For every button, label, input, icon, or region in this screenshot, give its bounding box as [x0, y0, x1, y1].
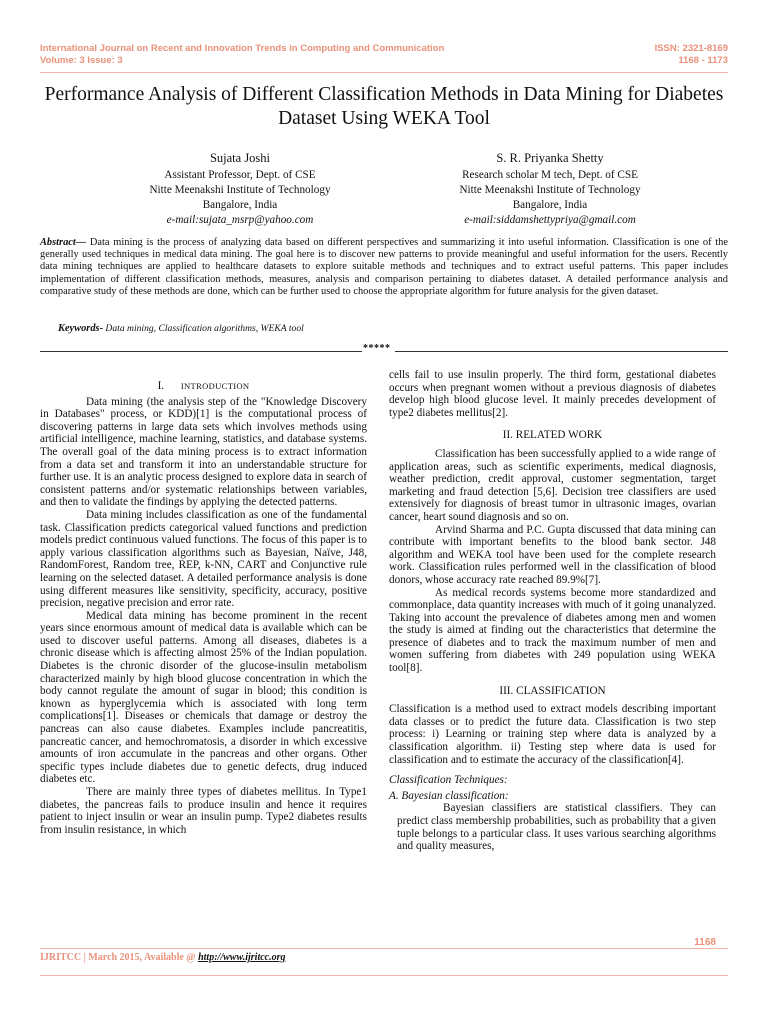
author-name: Sujata Joshi	[209, 151, 271, 165]
right-column	[389, 369, 716, 853]
footer-text	[40, 952, 286, 963]
paragraph: Data mining (the analysis step of the "Knowledge Discovery in Databases" process, or KDD)[1] is the computational process of discovering patterns in large data sets which involves methods using artificial intelligence, machine learning, statistics, and database systems. The overall goal of the data mining process is to extract information from a data set and transform it into an understandable structure for further use. It is an analytic process designed to explore data in search of consistent patterns and/or systematic relationships between variables, and then to validate the findings by applying the detected patterns.	[40, 395, 367, 509]
footer-divider	[40, 948, 728, 949]
author-institute: Nitte Meenakshi Institute of Technology	[459, 184, 641, 196]
separator-stars: *****	[363, 343, 391, 354]
journal-header	[40, 43, 444, 67]
paper-title: Performance Analysis of Different Classification Methods in Data Mining for Diabetes Dataset Using WEKA Tool	[44, 84, 724, 129]
issn-header	[655, 43, 728, 67]
author-email: e-mail:siddamshettypriya@gmail.com	[464, 214, 636, 226]
author-city: Bangalore, India	[202, 199, 278, 211]
author-position: Research scholar M tech, Dept. of CSE	[462, 169, 638, 181]
journal-volume: Volume: 3 Issue: 3	[40, 55, 123, 66]
footer-bottom-divider	[40, 975, 728, 976]
author-1	[90, 149, 390, 228]
abstract	[40, 237, 728, 298]
abstract-text: Data mining is the process of analyzing data based on different perspectives and summarizing it into useful information. Classification is one of the generally used techniques in medical data mining. The goal here is to discover new patterns to provide meaningful and useful information for the users. Recently data mining techniques are applied to healthcare datasets to explore suitable methods and techniques and to extract useful patterns. This paper includes implementation of different classification methods, measures, analysis and comparison pertaining to diabetes dataset. A detailed performance analysis and comparative study of these methods are done, which can be further used to choose the appropriate algorithm for future analysis for the given dataset.	[40, 237, 728, 297]
footer-label: IJRITCC | March 2015, Available @	[40, 952, 199, 963]
separator-line-left	[40, 351, 362, 352]
keywords	[58, 322, 304, 335]
left-column	[40, 380, 367, 836]
author-city: Bangalore, India	[512, 199, 588, 211]
section-heading-introduction	[40, 380, 367, 393]
section-separator	[40, 341, 728, 355]
author-name: S. R. Priyanka Shetty	[496, 151, 604, 165]
paragraph: Bayesian classifiers are statistical classifiers. They can predict class membership probabilities, such as probability that a given tuple belongs to a particular class. It uses various searching algorithms and quality measures,	[397, 802, 716, 853]
paragraph: Classification has been successfully applied to a wide range of application areas, such as scientific experiments, medical diagnosis, weather prediction, credit approval, customer segmentation, target marketing and fraud detection [5,6]. Decision tree classifiers are used extensively for diagnosis of breast tumor in ultrasonic images, ovarian cancer, heart sound diagnosis and so on.	[389, 447, 716, 523]
author-email: e-mail:sujata_msrp@yahoo.com	[166, 214, 314, 226]
header-divider	[40, 72, 728, 73]
separator-line-right	[395, 351, 728, 352]
author-2	[400, 149, 700, 228]
subheading-bayesian: A. Bayesian classification:	[389, 789, 509, 802]
author-institute: Nitte Meenakshi Institute of Technology	[149, 184, 331, 196]
journal-link[interactable]: http://www.ijritcc.org	[198, 952, 286, 963]
paragraph: Data mining includes classification as one of the fundamental task. Classification predicts categorical valued functions and prediction models predict continuous valued functions. The focus of this paper is to apply various classification algorithms such as Bayesian, Naïve, J48, RandomForest, Random tree, REP, k-NN, CART and Conjunctive rule learning on the selected dataset. A detailed performance analysis is done using different measures like sensitivity, specificity, accuracy, positive precision, negative precision and error rate.	[40, 508, 367, 610]
journal-name: International Journal on Recent and Innovation Trends in Computing and Communication	[40, 43, 445, 54]
paragraph: cells fail to use insulin properly. The third form, gestational diabetes occurs when pregnant women without a previous diagnosis of diabetes develop high blood glucose level. It mainly precedes development of type2 diabetes mellitus[2].	[389, 369, 716, 419]
page-number: 1168	[694, 937, 716, 948]
subheading-techniques: Classification Techniques:	[389, 774, 508, 787]
paragraph: Arvind Sharma and P.C. Gupta discussed that data mining can contribute with important benefits to the blood bank sector. J48 algorithm and WEKA tool have been used for the complete research work. Classification rules performed well in the classification of blood donors, whose accuracy rate reached 89.9%[7].	[389, 523, 716, 586]
keywords-label: Keywords-	[58, 323, 104, 334]
keywords-text: Data mining, Classification algorithms, WEKA tool	[103, 323, 304, 334]
paragraph: Medical data mining has become prominent in the recent years since enormous amount of medical data is available which can be used to discover useful patterns. Among all diseases, diabetes is a chronic disease which is affecting almost 25% of the Indian population. Diabetes is the chronic disorder of the glucose-insulin metabolism characterized mainly by high blood glucose concentration in which the body cannot regulate the amount of sugar in blood; this condition is known as hyperglycemia which is associated with long term complications[1]. Diseases or chemicals that damage or destroy the pancreas can also cause diabetes. Examples include pancreatitis, pancreatic cancer, and hemochromatosis, a disorder in which excessive amounts of iron accumulate in the pancreas and other organs. Other specific types include diabetes due to genetic defects, drug induced diabetes etc.	[40, 609, 367, 786]
issn: ISSN: 2321-8169	[654, 43, 728, 54]
section-heading-classification: III. CLASSIFICATION	[499, 684, 606, 697]
page-range: 1168 - 1173	[678, 55, 728, 66]
paragraph: There are mainly three types of diabetes mellitus. In Type1 diabetes, the pancreas fails to produce insulin and hence it requires patient to inject insulin or wear an insulin pump. Type2 diabetes results from insulin resistance, in which	[40, 786, 367, 836]
paragraph: Classification is a method used to extract models describing important data classes or to predict the future data. Classification is two step process: i) Learning or training step where data is analyzed by a classification algorithm. ii) Testing step where data is used for classification and to estimate the accuracy of the classification[4].	[389, 703, 716, 766]
section-number: I.	[157, 380, 165, 392]
paragraph: As medical records systems become more standardized and commonplace, data quantity increases with much of it going unanalyzed. Taking into account the prevalence of diabetes among men and women the study is aimed at finding out the characteristics that determine the presence of diabetes and to track the maximum number of men and women suffering from diabetes with 249 population using WEKA tool[8].	[389, 586, 716, 675]
abstract-label: Abstract—	[40, 237, 87, 248]
author-position: Assistant Professor, Dept. of CSE	[164, 169, 316, 181]
section-title: INTRODUCTION	[180, 381, 250, 391]
section-heading-related-work: II. RELATED WORK	[502, 429, 603, 442]
